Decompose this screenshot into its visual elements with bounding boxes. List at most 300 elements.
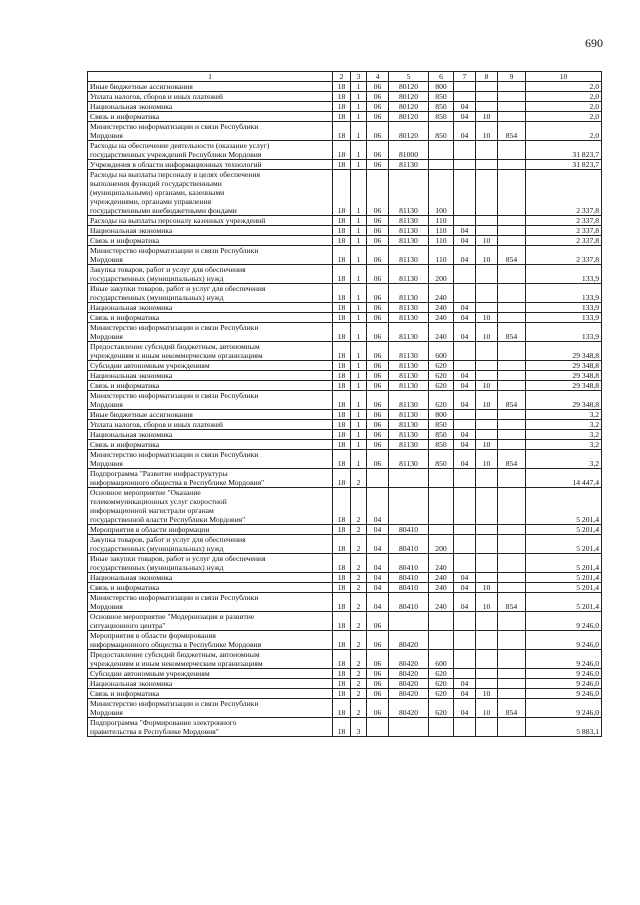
code-cell: 850 xyxy=(429,102,454,112)
code-cell: 81130 xyxy=(389,391,429,410)
code-cell xyxy=(498,554,526,573)
amount-cell: 9 246,0 xyxy=(526,689,602,699)
code-cell: 06 xyxy=(367,440,389,450)
amount-cell: 9 246,0 xyxy=(526,679,602,689)
code-cell xyxy=(498,583,526,593)
table-row xyxy=(88,92,602,102)
code-cell: 2 xyxy=(351,650,367,669)
table-row xyxy=(88,323,602,342)
code-cell: 1 xyxy=(351,226,367,236)
code-cell xyxy=(498,535,526,554)
code-cell: 06 xyxy=(367,313,389,323)
row-name: Национальная экономика xyxy=(88,430,333,440)
code-cell xyxy=(389,718,429,737)
code-cell: 80410 xyxy=(389,554,429,573)
code-cell: 850 xyxy=(429,122,454,141)
row-name: Закупка товаров, работ и услуг для обеспечения государственных (муниципальных) нужд xyxy=(88,265,333,284)
code-cell: 240 xyxy=(429,583,454,593)
code-cell xyxy=(476,631,498,650)
code-cell: 240 xyxy=(429,573,454,583)
table-row xyxy=(88,342,602,361)
code-cell: 240 xyxy=(429,313,454,323)
code-cell: 1 xyxy=(351,82,367,92)
code-cell xyxy=(476,612,498,631)
code-cell: 04 xyxy=(454,450,476,469)
code-cell: 04 xyxy=(454,679,476,689)
code-cell xyxy=(498,689,526,699)
code-cell: 854 xyxy=(498,699,526,718)
row-name: Министерство информатизации и связи Республики Мордовия xyxy=(88,323,333,342)
amount-cell: 29 348,8 xyxy=(526,361,602,371)
code-cell xyxy=(498,650,526,669)
amount-cell: 31 823,7 xyxy=(526,160,602,170)
table-row xyxy=(88,102,602,112)
table-row xyxy=(88,631,602,650)
code-cell: 81130 xyxy=(389,323,429,342)
amount-cell: 133,9 xyxy=(526,284,602,303)
code-cell: 200 xyxy=(429,535,454,554)
code-cell: 854 xyxy=(498,323,526,342)
code-cell: 80410 xyxy=(389,583,429,593)
row-name: Связь и информатика xyxy=(88,689,333,699)
code-cell: 81130 xyxy=(389,303,429,313)
code-cell xyxy=(498,284,526,303)
amount-cell: 9 246,0 xyxy=(526,650,602,669)
code-cell: 10 xyxy=(476,313,498,323)
amount-cell: 29 348,8 xyxy=(526,391,602,410)
code-cell: 854 xyxy=(498,450,526,469)
code-cell: 18 xyxy=(333,573,351,583)
code-cell: 80120 xyxy=(389,82,429,92)
column-header: 7 xyxy=(454,72,476,82)
code-cell: 10 xyxy=(476,583,498,593)
code-cell: 18 xyxy=(333,284,351,303)
code-cell xyxy=(498,141,526,160)
code-cell: 1 xyxy=(351,313,367,323)
table-row xyxy=(88,391,602,410)
code-cell: 18 xyxy=(333,488,351,525)
row-name: Уплата налогов, сборов и иных платежей xyxy=(88,420,333,430)
row-name: Субсидии автономным учреждениям xyxy=(88,361,333,371)
code-cell: 110 xyxy=(429,216,454,226)
table-row xyxy=(88,450,602,469)
code-cell: 81130 xyxy=(389,226,429,236)
row-name: Национальная экономика xyxy=(88,371,333,381)
code-cell: 80420 xyxy=(389,669,429,679)
code-cell: 06 xyxy=(367,160,389,170)
code-cell: 06 xyxy=(367,689,389,699)
code-cell: 81130 xyxy=(389,420,429,430)
code-cell xyxy=(476,265,498,284)
row-name: Подпрограмма "Формирование электронного правительства в Республике Мордовия" xyxy=(88,718,333,737)
code-cell xyxy=(454,92,476,102)
code-cell xyxy=(454,718,476,737)
code-cell: 18 xyxy=(333,410,351,420)
code-cell: 81130 xyxy=(389,450,429,469)
row-name: Основное мероприятие "Оказание телекоммуникационных услуг скоростной информационной магистрали органам государственной власти Республики Мордовия" xyxy=(88,488,333,525)
code-cell: 620 xyxy=(429,361,454,371)
code-cell: 240 xyxy=(429,554,454,573)
code-cell: 06 xyxy=(367,216,389,226)
table-row xyxy=(88,535,602,554)
row-name: Министерство информатизации и связи Республики Мордовия xyxy=(88,593,333,612)
code-cell: 18 xyxy=(333,82,351,92)
code-cell: 80420 xyxy=(389,679,429,689)
row-name: Учреждения в области информационных технологий xyxy=(88,160,333,170)
code-cell: 1 xyxy=(351,141,367,160)
table-row xyxy=(88,488,602,525)
column-header: 6 xyxy=(429,72,454,82)
code-cell: 04 xyxy=(454,313,476,323)
code-cell xyxy=(498,303,526,313)
code-cell: 854 xyxy=(498,246,526,265)
code-cell: 18 xyxy=(333,535,351,554)
code-cell xyxy=(476,650,498,669)
code-cell: 18 xyxy=(333,669,351,679)
row-name: Основное мероприятие "Модернизация и развитие ситуационного центра" xyxy=(88,612,333,631)
amount-cell: 2 337,8 xyxy=(526,236,602,246)
code-cell: 18 xyxy=(333,631,351,650)
code-cell: 81130 xyxy=(389,284,429,303)
code-cell: 80410 xyxy=(389,593,429,612)
code-cell: 18 xyxy=(333,689,351,699)
code-cell: 18 xyxy=(333,679,351,689)
code-cell: 854 xyxy=(498,391,526,410)
code-cell: 854 xyxy=(498,122,526,141)
table-row xyxy=(88,689,602,699)
row-name: Иные бюджетные ассигнования xyxy=(88,410,333,420)
code-cell xyxy=(454,535,476,554)
amount-cell: 3,2 xyxy=(526,440,602,450)
code-cell xyxy=(476,226,498,236)
row-name: Подпрограмма "Развитие инфраструктуры информационного общества в Республике Мордовия" xyxy=(88,469,333,488)
code-cell xyxy=(367,718,389,737)
table-row xyxy=(88,216,602,226)
code-cell xyxy=(498,669,526,679)
amount-cell: 2 337,8 xyxy=(526,226,602,236)
table-row xyxy=(88,669,602,679)
code-cell: 18 xyxy=(333,160,351,170)
code-cell xyxy=(476,535,498,554)
code-cell: 04 xyxy=(454,381,476,391)
column-header: 5 xyxy=(389,72,429,82)
amount-cell: 2 337,8 xyxy=(526,246,602,265)
code-cell: 850 xyxy=(429,440,454,450)
row-name: Национальная экономика xyxy=(88,573,333,583)
code-cell: 2 xyxy=(351,554,367,573)
code-cell xyxy=(367,469,389,488)
code-cell: 1 xyxy=(351,122,367,141)
table-row xyxy=(88,469,602,488)
code-cell: 10 xyxy=(476,236,498,246)
code-cell xyxy=(476,679,498,689)
code-cell xyxy=(429,488,454,525)
code-cell: 18 xyxy=(333,718,351,737)
code-cell: 81130 xyxy=(389,361,429,371)
code-cell xyxy=(498,381,526,391)
code-cell: 10 xyxy=(476,593,498,612)
code-cell: 81130 xyxy=(389,381,429,391)
code-cell xyxy=(498,420,526,430)
row-name: Уплата налогов, сборов и иных платежей xyxy=(88,92,333,102)
code-cell xyxy=(476,170,498,216)
code-cell: 06 xyxy=(367,669,389,679)
code-cell: 2 xyxy=(351,631,367,650)
code-cell: 850 xyxy=(429,92,454,102)
amount-cell: 29 348,8 xyxy=(526,371,602,381)
code-cell: 620 xyxy=(429,381,454,391)
code-cell: 2 xyxy=(351,525,367,535)
row-name: Министерство информатизации и связи Республики Мордовия xyxy=(88,122,333,141)
code-cell: 10 xyxy=(476,381,498,391)
code-cell xyxy=(476,469,498,488)
code-cell xyxy=(498,488,526,525)
code-cell: 18 xyxy=(333,122,351,141)
code-cell: 04 xyxy=(454,112,476,122)
code-cell xyxy=(454,284,476,303)
row-name: Связь и информатика xyxy=(88,112,333,122)
code-cell xyxy=(429,469,454,488)
amount-cell: 9 246,0 xyxy=(526,699,602,718)
code-cell: 18 xyxy=(333,525,351,535)
code-cell: 18 xyxy=(333,102,351,112)
code-cell: 04 xyxy=(454,689,476,699)
code-cell xyxy=(498,631,526,650)
table-row xyxy=(88,593,602,612)
code-cell: 06 xyxy=(367,679,389,689)
code-cell: 18 xyxy=(333,430,351,440)
code-cell: 18 xyxy=(333,92,351,102)
row-name: Национальная экономика xyxy=(88,303,333,313)
code-cell xyxy=(476,303,498,313)
code-cell: 18 xyxy=(333,391,351,410)
amount-cell: 5 201,4 xyxy=(526,525,602,535)
code-cell xyxy=(498,612,526,631)
code-cell xyxy=(476,430,498,440)
code-cell xyxy=(454,469,476,488)
table-row xyxy=(88,430,602,440)
code-cell: 06 xyxy=(367,361,389,371)
code-cell: 06 xyxy=(367,170,389,216)
code-cell xyxy=(454,170,476,216)
code-cell: 600 xyxy=(429,342,454,361)
code-cell: 620 xyxy=(429,679,454,689)
code-cell: 06 xyxy=(367,102,389,112)
amount-cell: 3,2 xyxy=(526,430,602,440)
table-row xyxy=(88,236,602,246)
amount-cell: 133,9 xyxy=(526,313,602,323)
code-cell: 18 xyxy=(333,246,351,265)
code-cell: 06 xyxy=(367,430,389,440)
code-cell: 04 xyxy=(454,122,476,141)
code-cell: 18 xyxy=(333,699,351,718)
code-cell xyxy=(498,361,526,371)
row-name: Национальная экономика xyxy=(88,102,333,112)
amount-cell: 133,9 xyxy=(526,303,602,313)
code-cell: 10 xyxy=(476,440,498,450)
code-cell xyxy=(498,265,526,284)
amount-cell: 31 823,7 xyxy=(526,141,602,160)
code-cell: 620 xyxy=(429,371,454,381)
code-cell xyxy=(454,650,476,669)
code-cell: 81130 xyxy=(389,440,429,450)
code-cell: 1 xyxy=(351,170,367,216)
code-cell: 06 xyxy=(367,141,389,160)
code-cell xyxy=(454,82,476,92)
code-cell: 854 xyxy=(498,593,526,612)
code-cell: 81130 xyxy=(389,246,429,265)
code-cell: 620 xyxy=(429,699,454,718)
code-cell xyxy=(498,226,526,236)
code-cell: 06 xyxy=(367,323,389,342)
amount-cell: 29 348,8 xyxy=(526,342,602,361)
code-cell: 18 xyxy=(333,593,351,612)
code-cell: 240 xyxy=(429,284,454,303)
amount-cell: 14 447,4 xyxy=(526,469,602,488)
table-row xyxy=(88,170,602,216)
code-cell: 110 xyxy=(429,226,454,236)
code-cell: 200 xyxy=(429,265,454,284)
code-cell: 1 xyxy=(351,450,367,469)
amount-cell: 3,2 xyxy=(526,410,602,420)
table-row xyxy=(88,246,602,265)
code-cell: 06 xyxy=(367,631,389,650)
code-cell xyxy=(389,612,429,631)
table-row xyxy=(88,420,602,430)
code-cell: 04 xyxy=(454,102,476,112)
table-row xyxy=(88,265,602,284)
code-cell: 18 xyxy=(333,323,351,342)
code-cell xyxy=(454,410,476,420)
code-cell: 80120 xyxy=(389,102,429,112)
code-cell: 06 xyxy=(367,650,389,669)
code-cell: 3 xyxy=(351,718,367,737)
code-cell: 80120 xyxy=(389,92,429,102)
row-name: Предоставление субсидий бюджетным, автономным учреждениям и иным некоммерческим организациям xyxy=(88,650,333,669)
code-cell: 2 xyxy=(351,699,367,718)
code-cell: 620 xyxy=(429,669,454,679)
table-row xyxy=(88,303,602,313)
amount-cell: 3,2 xyxy=(526,450,602,469)
code-cell: 81130 xyxy=(389,313,429,323)
code-cell xyxy=(498,236,526,246)
amount-cell: 5 201,4 xyxy=(526,554,602,573)
code-cell xyxy=(429,612,454,631)
code-cell: 1 xyxy=(351,420,367,430)
code-cell: 80410 xyxy=(389,525,429,535)
row-name: Национальная экономика xyxy=(88,679,333,689)
code-cell: 18 xyxy=(333,313,351,323)
table-row xyxy=(88,573,602,583)
code-cell: 1 xyxy=(351,440,367,450)
code-cell: 80420 xyxy=(389,689,429,699)
code-cell: 06 xyxy=(367,226,389,236)
code-cell: 04 xyxy=(454,573,476,583)
code-cell: 06 xyxy=(367,699,389,718)
code-cell: 18 xyxy=(333,342,351,361)
amount-cell: 5 201,4 xyxy=(526,573,602,583)
code-cell: 04 xyxy=(367,535,389,554)
code-cell: 10 xyxy=(476,391,498,410)
code-cell: 04 xyxy=(454,593,476,612)
code-cell: 2 xyxy=(351,679,367,689)
row-name: Связь и информатика xyxy=(88,313,333,323)
amount-cell: 5 201,4 xyxy=(526,593,602,612)
amount-cell: 5 201,4 xyxy=(526,488,602,525)
code-cell: 06 xyxy=(367,391,389,410)
code-cell xyxy=(454,342,476,361)
row-name: Субсидии автономным учреждениям xyxy=(88,669,333,679)
code-cell: 04 xyxy=(454,323,476,342)
row-name: Министерство информатизации и связи Республики Мордовия xyxy=(88,246,333,265)
amount-cell: 2,0 xyxy=(526,102,602,112)
table-row xyxy=(88,371,602,381)
code-cell: 81130 xyxy=(389,160,429,170)
code-cell xyxy=(476,342,498,361)
code-cell: 81130 xyxy=(389,410,429,420)
row-name: Связь и информатика xyxy=(88,236,333,246)
page-number: 690 xyxy=(585,36,603,50)
code-cell: 18 xyxy=(333,583,351,593)
code-cell: 2 xyxy=(351,612,367,631)
amount-cell: 9 246,0 xyxy=(526,631,602,650)
code-cell xyxy=(498,410,526,420)
amount-cell: 2 337,8 xyxy=(526,216,602,226)
header-row xyxy=(88,72,602,82)
table-row xyxy=(88,554,602,573)
column-header: 3 xyxy=(351,72,367,82)
code-cell: 10 xyxy=(476,323,498,342)
amount-cell: 2,0 xyxy=(526,122,602,141)
code-cell: 80120 xyxy=(389,112,429,122)
code-cell: 18 xyxy=(333,303,351,313)
amount-cell: 2 337,8 xyxy=(526,170,602,216)
code-cell xyxy=(498,216,526,226)
code-cell: 10 xyxy=(476,112,498,122)
table-row xyxy=(88,525,602,535)
code-cell xyxy=(476,525,498,535)
code-cell xyxy=(498,342,526,361)
row-name: Мероприятия в области информации xyxy=(88,525,333,535)
code-cell: 2 xyxy=(351,535,367,554)
code-cell: 800 xyxy=(429,82,454,92)
code-cell: 240 xyxy=(429,593,454,612)
code-cell xyxy=(498,170,526,216)
code-cell xyxy=(476,160,498,170)
code-cell: 81000 xyxy=(389,141,429,160)
code-cell: 18 xyxy=(333,226,351,236)
amount-cell: 2,0 xyxy=(526,112,602,122)
code-cell: 18 xyxy=(333,450,351,469)
code-cell xyxy=(498,430,526,440)
row-name: Иные закупки товаров, работ и услуг для обеспечения государственных (муниципальных) нужд xyxy=(88,554,333,573)
table-row xyxy=(88,650,602,669)
code-cell: 10 xyxy=(476,122,498,141)
column-header: 8 xyxy=(476,72,498,82)
table-row xyxy=(88,313,602,323)
code-cell: 04 xyxy=(454,391,476,410)
amount-cell: 133,9 xyxy=(526,323,602,342)
budget-table xyxy=(87,71,602,737)
code-cell xyxy=(454,265,476,284)
code-cell xyxy=(498,92,526,102)
code-cell: 04 xyxy=(454,226,476,236)
code-cell: 110 xyxy=(429,236,454,246)
code-cell: 06 xyxy=(367,342,389,361)
row-name: Министерство информатизации и связи Республики Мордовия xyxy=(88,699,333,718)
code-cell xyxy=(498,469,526,488)
amount-cell: 9 246,0 xyxy=(526,612,602,631)
